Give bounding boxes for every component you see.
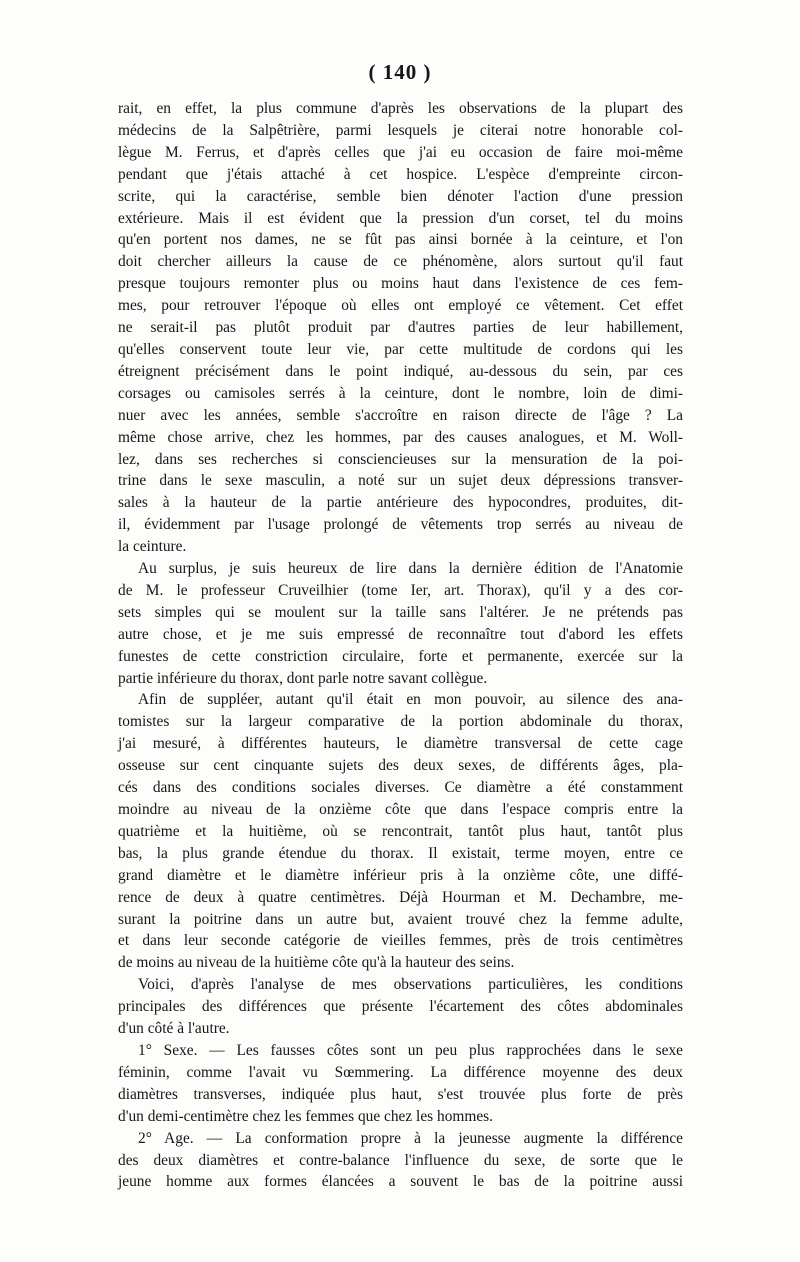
text-line: il, évidemment par l'usage prolongé de vêtements trop serrés au niveau de (118, 516, 683, 534)
text-line: Au surplus, je suis heureux de lire dans la dernière édition de l'Anatomie (138, 560, 683, 578)
text-line: sales à la hauteur de la partie antérieure des hypocondres, produites, dit- (118, 494, 683, 512)
page-number: ( 140 ) (368, 60, 432, 84)
text-line: qu'en portent nos dames, ne se fût pas ainsi bornée à la ceinture, et l'on (118, 231, 683, 249)
text-line: cés dans des conditions sociales diverses. Ce diamètre a été constamment (118, 779, 683, 797)
paragraph-sexe (118, 1040, 683, 1128)
text-line: nuer avec les années, semble s'accroître en raison directe de l'âge ? La (118, 406, 683, 424)
paragraph-age (118, 1128, 683, 1194)
text-line: mes, pour retrouver l'époque où elles ont employé ce vêtement. Cet effet (118, 297, 683, 315)
text-line: j'ai mesuré, à différentes hauteurs, le diamètre transversal de cette cage (118, 735, 683, 753)
text-line: presque toujours remonter plus ou moins haut dans l'existence de ces fem- (118, 275, 683, 293)
text-line: tomistes sur la largeur comparative de la portion abdominale du thorax, (118, 713, 683, 731)
text-line: partie inférieure du thorax, dont parle notre savant collègue. (118, 669, 488, 687)
text-line: la ceinture. (118, 538, 187, 556)
text-line: trine dans le sexe masculin, a noté sur un sujet deux dépressions transver- (118, 472, 683, 490)
text-line: médecins de la Salpêtrière, parmi lesquels je citerai notre honorable col- (118, 121, 683, 139)
text-line: lez, dans ses recherches si consciencieuses sur la mensuration de la poi- (118, 450, 683, 468)
text-line: doit chercher ailleurs la cause de ce phénomène, alors surtout qu'il faut (118, 253, 683, 271)
text-line: rait, en effet, la plus commune d'après les observations de la plupart des (118, 100, 683, 117)
text-line: 2° Age. — La conformation propre à la jeunesse augmente la différence (138, 1129, 683, 1147)
text-line: d'un côté à l'autre. (118, 1020, 230, 1038)
text-line: osseuse sur cent cinquante sujets des deux sexes, de différents âges, pla- (118, 757, 683, 775)
text-line: funestes de cette constriction circulaire, forte et permanente, exercée sur la (118, 647, 683, 665)
paragraph-4 (118, 974, 683, 1040)
text-line: Voici, d'après l'analyse de mes observations particulières, les conditions (138, 976, 683, 994)
text-line: des deux diamètres et contre-balance l'influence du sexe, de sorte que le (118, 1151, 683, 1169)
text-line: corsages ou camisoles serrés à la ceinture, dont le nombre, loin de dimi- (118, 384, 683, 402)
text-line: quatrième et la huitième, où se rencontrait, tantôt plus haut, tantôt plus (118, 822, 683, 840)
text-line: bas, la plus grande étendue du thorax. Il existait, terme moyen, entre ce (118, 844, 683, 862)
text-line: grand diamètre et le diamètre inférieur pris à la onzième côte, une diffé- (118, 866, 683, 884)
text-line: sets simples qui se moulent sur la taille sans l'altérer. Je ne prétends pas (118, 603, 683, 621)
text-line: d'un demi-centimètre chez les femmes que chez les hommes. (118, 1107, 493, 1125)
body-text (118, 98, 683, 1193)
text-line: de moins au niveau de la huitième côte qu'à la hauteur des seins. (118, 954, 515, 972)
text-line: féminin, comme l'avait vu Sœmmering. La différence moyenne des deux (118, 1063, 683, 1081)
text-line: lègue M. Ferrus, et d'après celles que j'ai eu occasion de faire moi-même (118, 143, 683, 161)
text-line: 1° Sexe. — Les fausses côtes sont un peu plus rapprochées dans le sexe (138, 1041, 683, 1059)
text-line: scrite, qui la caractérise, semble bien dénoter l'action d'une pression (118, 187, 683, 205)
text-line: pendant que j'étais attaché à cet hospice. L'espèce d'empreinte circon- (118, 165, 683, 183)
text-line: jeune homme aux formes élancées a souvent le bas de la poitrine aussi (118, 1173, 683, 1191)
text-line: moindre au niveau de la onzième côte que dans l'espace compris entre la (118, 801, 683, 818)
text-line: et dans leur seconde catégorie de vieilles femmes, près de trois centimètres (118, 932, 683, 950)
text-line: surant la poitrine dans un autre but, avaient trouvé chez la femme adulte, (118, 910, 683, 928)
text-line: étreignent précisément dans le point indiqué, au-dessous du sein, par ces (118, 362, 683, 380)
text-line: de M. le professeur Cruveilhier (tome Ier, art. Thorax), qu'il y a des cor- (118, 581, 683, 599)
text-line: ne serait-il pas plutôt produit par d'autres parties de leur habillement, (118, 319, 683, 337)
paragraph-3 (118, 689, 683, 974)
text-line: même chose arrive, chez les hommes, par des causes analogues, et M. Woll- (118, 428, 683, 446)
paragraph-2 (118, 558, 683, 689)
text-line: rence de deux à quatre centimètres. Déjà Hourman et M. Dechambre, me- (118, 888, 683, 906)
text-line: diamètres transverses, indiquée plus haut, s'est trouvée plus forte de près (118, 1085, 683, 1103)
text-line: qu'elles conservent toute leur vie, par cette multitude de cordons qui les (118, 340, 683, 358)
text-line: autre chose, et je me suis empressé de reconnaître tout d'abord les effets (118, 625, 683, 643)
text-line: extérieure. Mais il est évident que la pression d'un corset, tel du moins (118, 209, 683, 227)
text-line: principales des différences que présente l'écartement des côtes abdominales (118, 998, 683, 1016)
paragraph-1 (118, 98, 683, 558)
text-line: Afin de suppléer, autant qu'il était en mon pouvoir, au silence des ana- (138, 691, 683, 709)
